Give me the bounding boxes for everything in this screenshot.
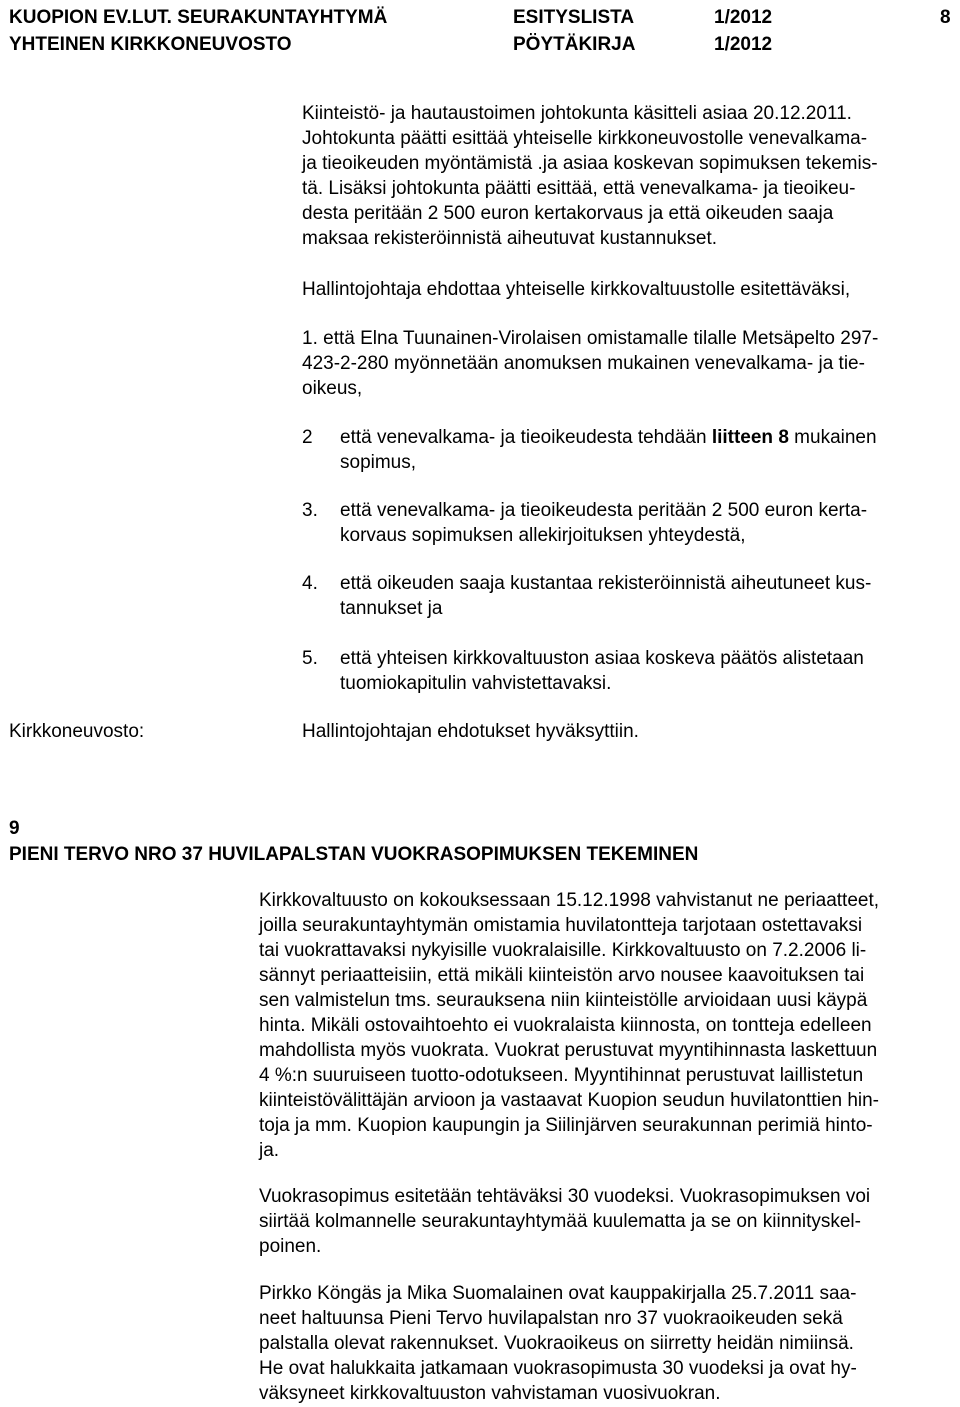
- intro-line: Kiinteistö- ja hautaustoimen johtokunta käsitteli asiaa 20.12.2011.: [302, 103, 852, 124]
- proposal-item-5: [302, 646, 952, 696]
- item-line: oikeus,: [302, 378, 363, 399]
- decision-label: Kirkkoneuvosto:: [9, 721, 145, 742]
- intro-paragraph: [302, 101, 952, 251]
- item-number: 2: [302, 427, 313, 448]
- item-line: että yhteisen kirkkovaltuuston asiaa koskeva päätös alistetaan: [340, 648, 864, 669]
- paragraph-line: siirtää kolmannelle seurakuntayhtymää kuulematta ja se on kiinnityskel-: [259, 1211, 861, 1232]
- organization-name: KUOPION EV.LUT. SEURAKUNTAYHTYMÄ: [9, 7, 388, 28]
- page-header: [9, 4, 959, 58]
- item-line: että venevalkama- ja tieoikeudesta peritään 2 500 euron kerta-: [340, 500, 868, 521]
- intro-line: maksaa rekisteröinnistä aiheutuvat kustannukset.: [302, 228, 718, 249]
- page-number: 8: [940, 7, 951, 28]
- paragraph-line: joilla seurakuntayhtymän omistamia huvilatontteja tarjotaan ostettavaksi: [259, 915, 863, 936]
- header-row-2: [9, 31, 959, 58]
- header-row-1: [9, 4, 959, 31]
- proposal-item-2: [302, 425, 952, 475]
- paragraph-line: Vuokrasopimus esitetään tehtäväksi 30 vuodeksi. Vuokrasopimuksen voi: [259, 1186, 871, 1207]
- doc-number-agenda: 1/2012: [714, 7, 773, 28]
- attachment-reference: liitteen 8: [711, 427, 789, 448]
- item-line: 1. että Elna Tuunainen-Virolaisen omistamalle tilalle Metsäpelto 297-: [302, 328, 879, 349]
- proposal-item-1: [302, 326, 952, 401]
- section-title: PIENI TERVO NRO 37 HUVILAPALSTAN VUOKRASOPIMUKSEN TEKEMINEN: [9, 844, 699, 865]
- item-line: tannukset ja: [340, 598, 443, 619]
- item-text: että venevalkama- ja tieoikeudesta tehdään: [340, 427, 712, 448]
- paragraph-line: 4 %:n suuruiseen tuotto-odotukseen. Myyntihinnat perustuvat laillistetun: [259, 1065, 864, 1086]
- intro-line: desta peritään 2 500 euron kertakorvaus ja että oikeuden saaja: [302, 203, 834, 224]
- paragraph-line: mahdollista myös vuokrata. Vuokrat perustuvat myyntihinnasta laskettuun: [259, 1040, 878, 1061]
- paragraph-line: poinen.: [259, 1236, 322, 1257]
- section-number: 9: [9, 818, 20, 839]
- paragraph-line: palstalla olevat rakennukset. Vuokraoikeus on siirretty heidän nimiinsä.: [259, 1333, 854, 1354]
- intro-line: tä. Lisäksi johtokunta päätti esittää, että venevalkama- ja tieoikeu-: [302, 178, 856, 199]
- item-number: 5.: [302, 648, 318, 669]
- item-line: sopimus,: [340, 452, 417, 473]
- item-line: korvaus sopimuksen allekirjoituksen yhteydestä,: [340, 525, 746, 546]
- proposal-intro: Hallintojohtaja ehdottaa yhteiselle kirkkovaltuustolle esitettäväksi,: [302, 279, 851, 300]
- item-line: että oikeuden saaja kustantaa rekisteröinnistä aiheutuneet kus-: [340, 573, 872, 594]
- item-text: mukainen: [788, 427, 877, 448]
- paragraph-line: sännyt periaatteisiin, että mikäli kiinteistön arvo nousee kaavoituksen tai: [259, 965, 865, 986]
- paragraph-line: ja.: [259, 1140, 280, 1161]
- doc-number-minutes: 1/2012: [714, 34, 773, 55]
- item-line: [340, 425, 877, 450]
- paragraph-line: Pirkko Köngäs ja Mika Suomalainen ovat kauppakirjalla 25.7.2011 saa-: [259, 1283, 857, 1304]
- paragraph-line: toja ja mm. Kuopion kaupungin ja Siilinjärven seurakunnan perimiä hinto-: [259, 1115, 873, 1136]
- paragraph-line: väksyneet kirkkovaltuuston vahvistaman vuosivuokran.: [259, 1383, 721, 1404]
- intro-line: ja tieoikeuden myöntämistä .ja asiaa koskevan sopimuksen tekemis-: [302, 153, 878, 174]
- intro-line: Johtokunta päätti esittää yhteiselle kirkkoneuvostolle venevalkama-: [302, 128, 868, 149]
- item-line: 423-2-280 myönnetään anomuksen mukainen venevalkama- ja tie-: [302, 353, 865, 374]
- section-paragraph-3: [259, 1281, 952, 1406]
- item-number: 3.: [302, 500, 318, 521]
- section-paragraph-2: [259, 1184, 952, 1259]
- item-number: 4.: [302, 573, 318, 594]
- decision-text: Hallintojohtajan ehdotukset hyväksyttiin.: [302, 721, 639, 742]
- body-name: YHTEINEN KIRKKONEUVOSTO: [9, 34, 292, 55]
- doc-type-minutes: PÖYTÄKIRJA: [513, 34, 636, 55]
- item-line: tuomiokapitulin vahvistettavaksi.: [340, 673, 612, 694]
- section-paragraph-1: [259, 888, 952, 1163]
- paragraph-line: Kirkkovaltuusto on kokouksessaan 15.12.1998 vahvistanut ne periaatteet,: [259, 890, 880, 911]
- paragraph-line: He ovat halukkaita jatkamaan vuokrasopimusta 30 vuodeksi ja ovat hy-: [259, 1358, 857, 1379]
- proposal-item-4: [302, 571, 952, 621]
- proposal-item-3: [302, 498, 952, 548]
- paragraph-line: hinta. Mikäli ostovaihtoehto ei vuokralaista kiinnosta, on tontteja edelleen: [259, 1015, 872, 1036]
- paragraph-line: neet haltuunsa Pieni Tervo huvilapalstan nro 37 vuokraoikeuden sekä: [259, 1308, 843, 1329]
- doc-type-agenda: ESITYSLISTA: [513, 7, 635, 28]
- paragraph-line: tai vuokrattavaksi nykyisille vuokralaisille. Kirkkovaltuusto on 7.2.2006 li-: [259, 940, 867, 961]
- paragraph-line: sen valmistelun tms. seurauksena niin kiinteistölle arvioidaan uusi käypä: [259, 990, 868, 1011]
- paragraph-line: kiinteistövälittäjän arvioon ja vastaavat Kuopion seudun huvilatonttien hin-: [259, 1090, 880, 1111]
